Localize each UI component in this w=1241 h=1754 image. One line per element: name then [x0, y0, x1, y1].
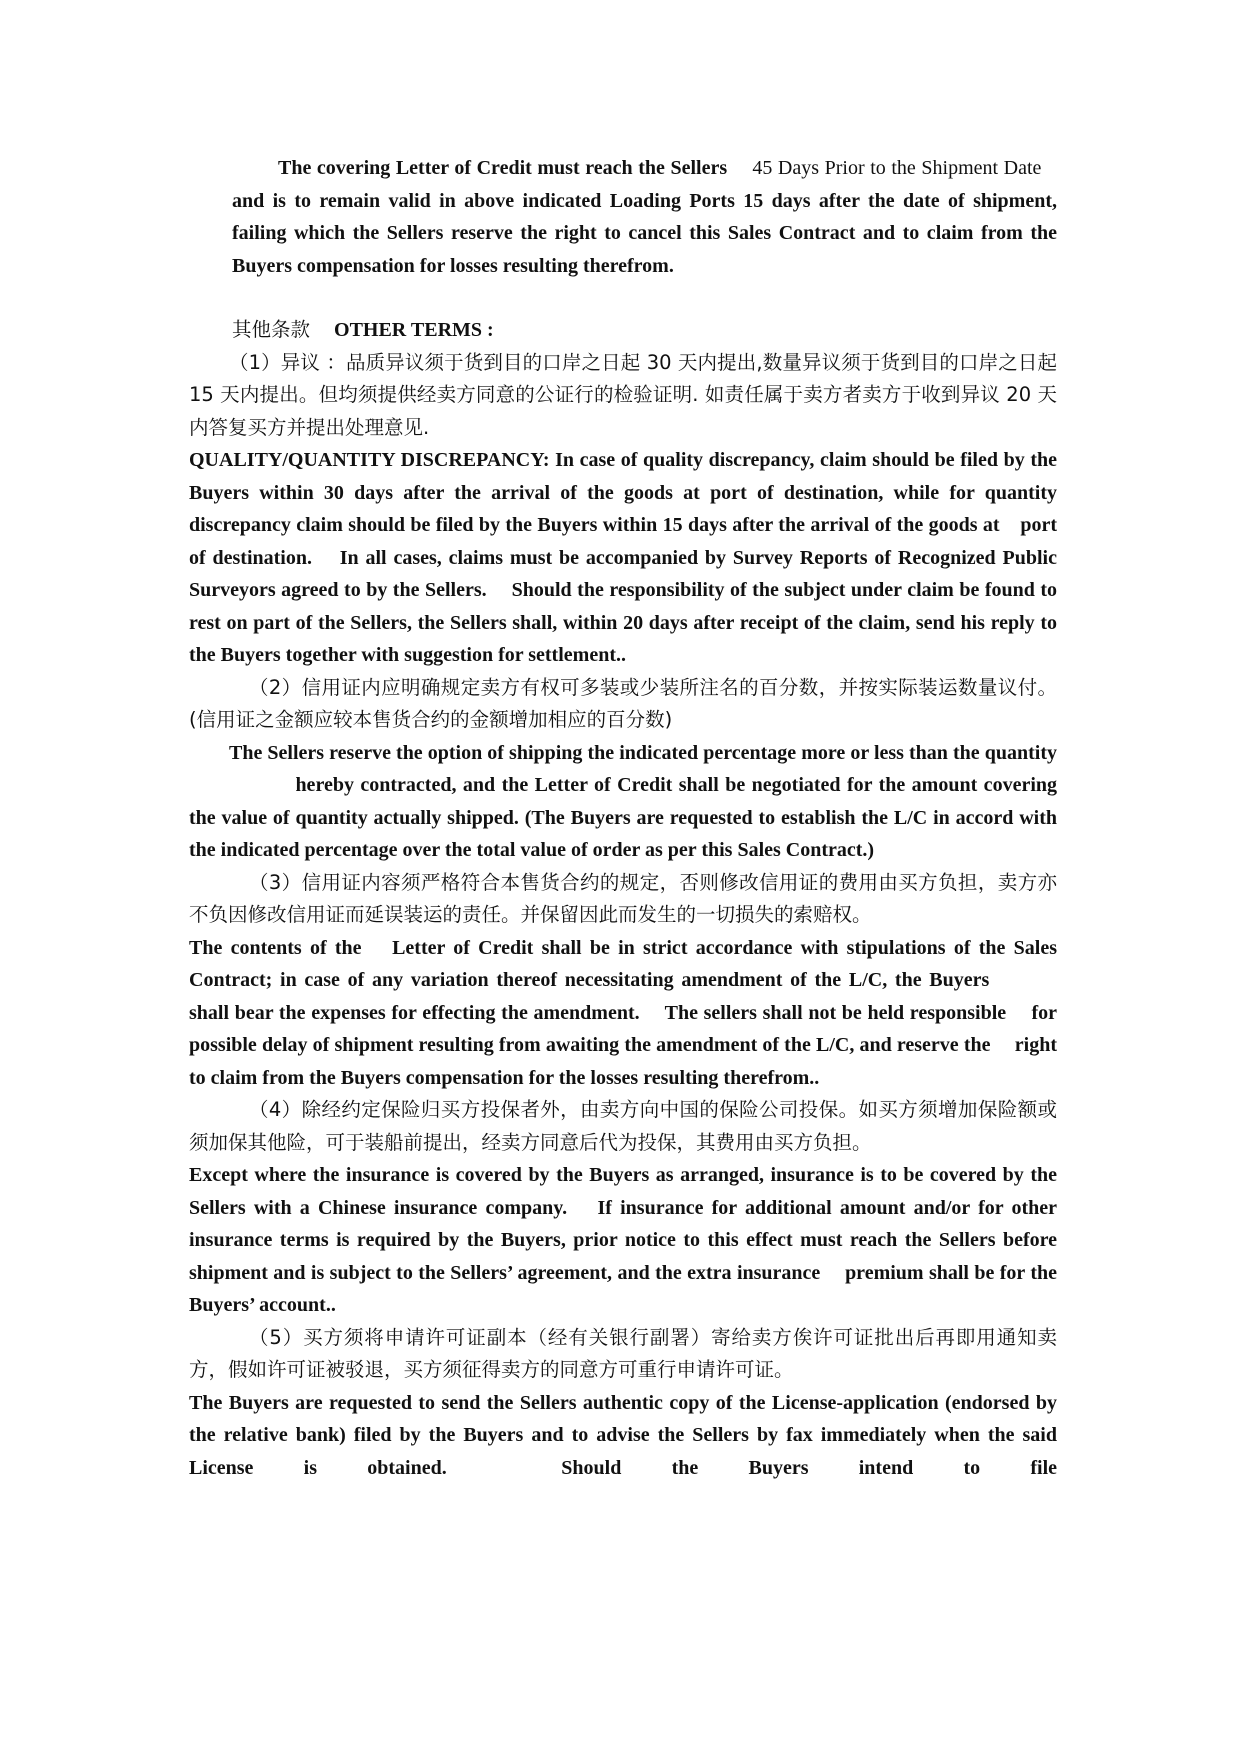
other-terms-heading	[189, 314, 1057, 347]
clause1-cn: （1）异议 ：品质异议须于货到目的口岸之日起 30 天内提出,数量异议须于货到目的口岸之日起 15 天内提出。但均须提供经卖方同意的公证行的检验证明. 如责任属于卖方者卖方于收到异议 20 天内答复买方并提出处理意见.	[189, 350, 1057, 439]
clause4-en: Except where the insurance is covered by the Buyers as arranged, insurance is to be covered by the Sellers with a Chinese insurance company. If insurance for additional amount and/or for other insurance terms is required by the Buyers, prior notice to this effect must reach the Sellers before shipment and is subject to the Sellers’ agreement, and the extra insurance premium shall be for the Buyers’ account..	[189, 1164, 1057, 1316]
clause4-cn: （4）除经约定保险归买方投保者外，由卖方向中国的保险公司投保。如买方须增加保险额或须加保其他险，可于装船前提出，经卖方同意后代为投保，其费用由买方负担。	[189, 1098, 1057, 1154]
clause3-cn: （3）信用证内容须严格符合本售货合约的规定，否则修改信用证的费用由买方负担，卖方亦不负因修改信用证而延误装运的责任。并保留因此而发生的一切损失的索赔权。	[189, 870, 1057, 926]
clause5-cn: （5）买方须将申请许可证副本（经有关银行副署）寄给卖方俟许可证批出后再即用通知卖方，假如许可证被驳退，买方须征得卖方的同意方可重行申请许可证。	[189, 1325, 1057, 1381]
contract-text	[189, 152, 1057, 1484]
lc-validity-paragraph	[189, 152, 1057, 282]
clause2-en: The Sellers reserve the option of shipping the indicated percentage more or less than the quantity hereby contracted, and the Letter of Credit shall be negotiated for the amount covering the value of quantity actually shipped. (The Buyers are requested to establish the L/C in accord with the indicated percentage over the total value of order as per this Sales Contract.)	[189, 741, 1057, 861]
other-terms-cn: 其他条款	[232, 318, 311, 341]
clause1-en: QUALITY/QUANTITY DISCREPANCY: In case of quality discrepancy, claim should be filed by the Buyers within 30 days after the arrival of the goods at port of destination, while for quantity discrepancy claim should be filed by the Buyers within 15 days after the arrival of the goods at port of destination. In all cases, claims must be accompanied by Survey Reports of Recognized Public Surveyors agreed to by the Sellers. Should the responsibility of the subject under claim be found to rest on part of the Sellers, the Sellers shall, within 20 days after receipt of the claim, send his reply to the Buyers together with suggestion for settlement..	[189, 449, 1058, 666]
other-terms-en: OTHER TERMS :	[334, 319, 494, 341]
clause2-cn: （2）信用证内应明确规定卖方有权可多装或少装所注名的百分数，并按实际装运数量议付。(信用证之金额应较本售货合约的金额增加相应的百分数)	[189, 675, 1057, 731]
lc-shipment-prior: 45 Days Prior to the Shipment Date	[752, 157, 1042, 179]
lc-text-1: The covering Letter of Credit must reach the Sellers	[278, 157, 728, 179]
clause3-en: The contents of the Letter of Credit shall be in strict accordance with stipulations of the Sales Contract; in case of any variation thereof necessitating amendment of the L/C, the Buyers shall bear the expenses for effecting the amendment. The sellers shall not be held responsible for possible delay of shipment resulting from awaiting the amendment of the L/C, and reserve the right to claim from the Buyers compensation for the losses resulting therefrom..	[189, 936, 1058, 1089]
lc-text-3: and is to remain valid in above indicated Loading Ports 15 days after the date of shipment, failing which the Sellers reserve the right to cancel this Sales Contract and to claim from the Buyers compensation for losses resulting therefrom.	[232, 189, 1057, 277]
spacer	[189, 282, 1057, 314]
clause5-en: The Buyers are requested to send the Sellers authentic copy of the License-application (endorsed by the relative bank) filed by the Buyers and to advise the Sellers by fax immediately when the said License is obtained. Should the Buyers intend to file	[189, 1391, 1058, 1479]
